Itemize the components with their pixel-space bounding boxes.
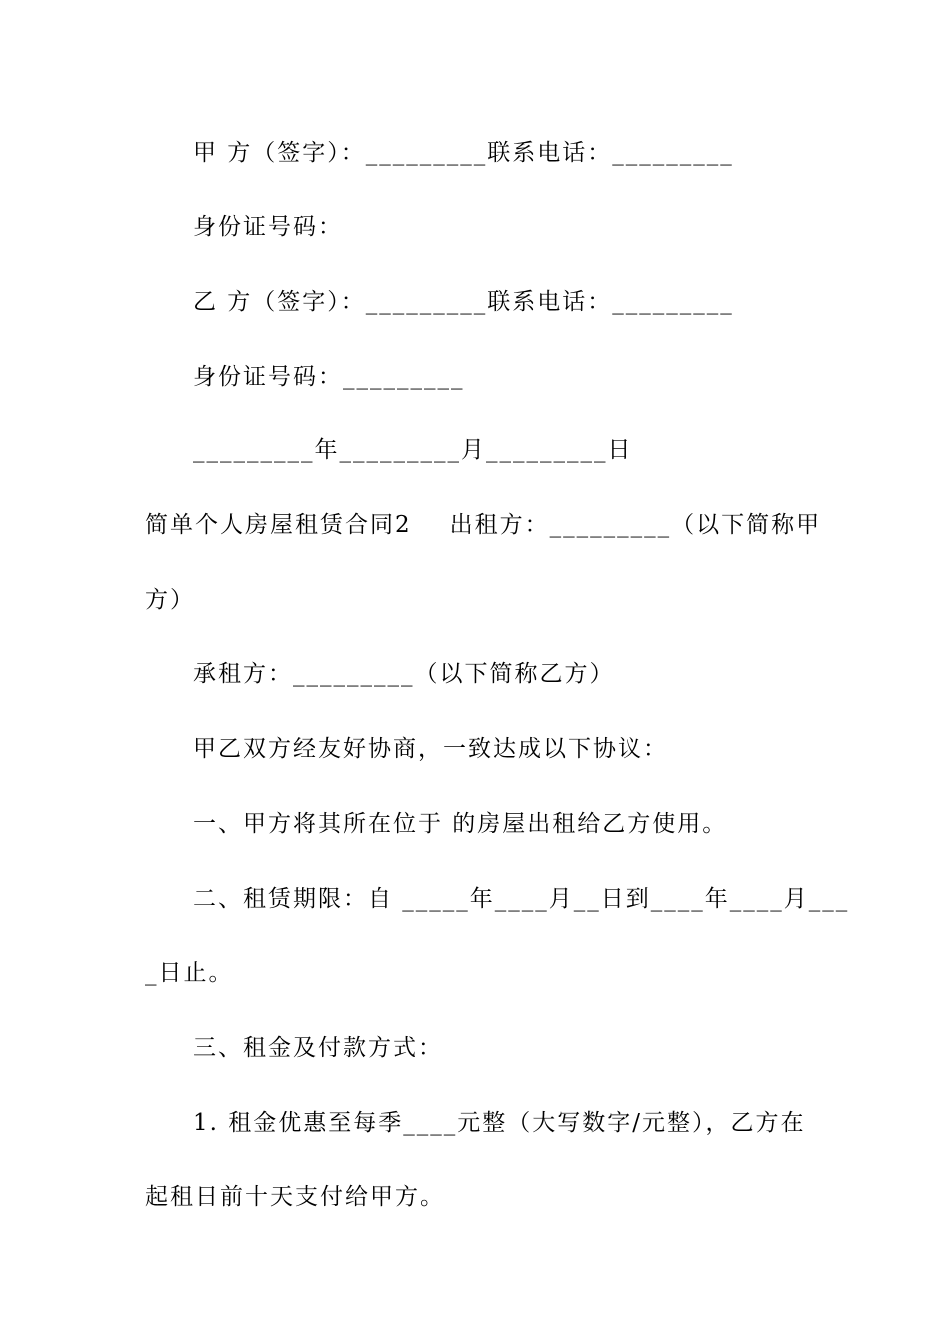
clause-2: 二、租赁期限：自 _____年____月__日到____年____月___	[193, 886, 850, 912]
contract-title: 简单个人房屋租赁合同2	[145, 512, 412, 538]
contract-heading-line	[145, 510, 950, 540]
party-a-id-line: 身份证号码：	[193, 214, 343, 240]
clause-3-item-1-continuation: 起租日前十天支付给甲方。	[145, 1184, 445, 1210]
party-b-signature-line: 乙 方（签字）：_________联系电话：_________	[193, 289, 734, 315]
clause-1: 一、甲方将其所在位于 的房屋出租给乙方使用。	[193, 811, 728, 837]
party-b-id-line: 身份证号码：_________	[193, 364, 465, 390]
lessee-line: 承租方：_________（以下简称乙方）	[193, 661, 615, 687]
intro-line: 甲乙双方经友好协商，一致达成以下协议：	[193, 736, 668, 762]
clause-2-continuation: _日止。	[145, 960, 234, 986]
party-a-signature-line: 甲 方（签字）：_________联系电话：_________	[193, 140, 734, 166]
lessor-continuation: 方）	[145, 587, 195, 613]
date-line: _________年_________月_________日	[193, 437, 633, 463]
clause-3-item-1: 1. 租金优惠至每季____元整（大写数字/元整），乙方在	[193, 1110, 806, 1136]
clause-3: 三、租金及付款方式：	[193, 1035, 443, 1061]
lessor-label: 出租方：_________（以下简称甲	[449, 512, 822, 538]
